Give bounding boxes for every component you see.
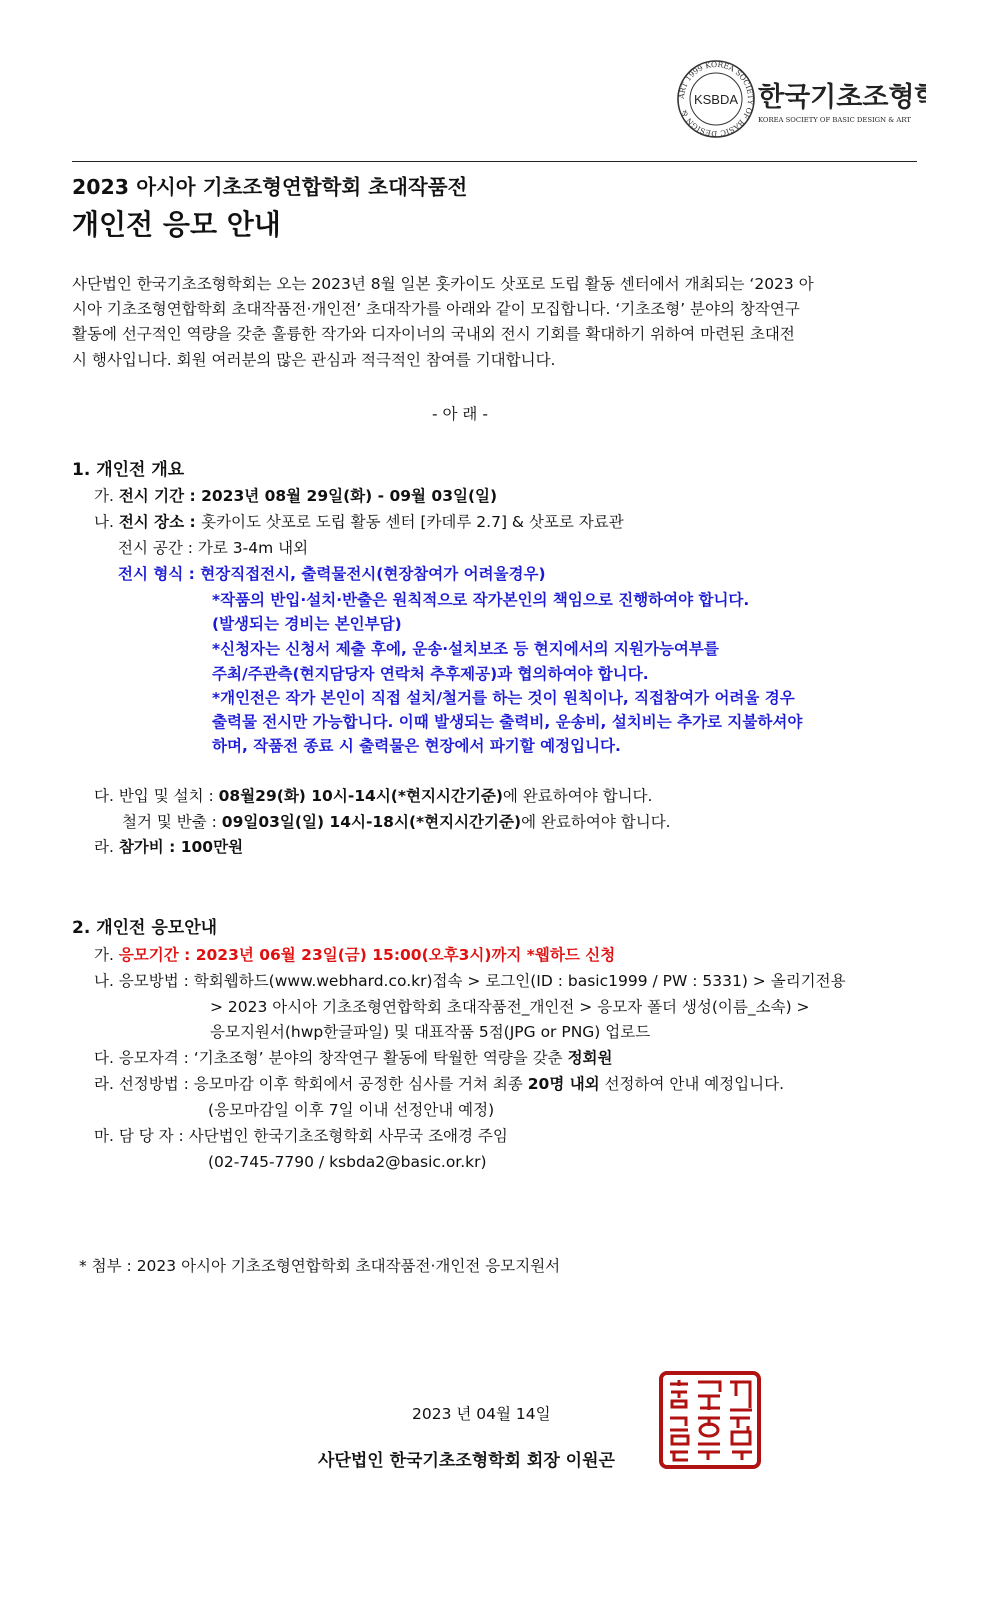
- install-schedule: 다. 반입 및 설치 : 08월29(화) 10시-14시(*현지시간기준)에 완료하여야 합니다.: [94, 787, 653, 805]
- selection-method: 라. 선정방법 : 응모마감 이후 학회에서 공정한 심사를 거쳐 최종 20명 내외 선정하여 안내 예정입니다.: [94, 1075, 785, 1093]
- document-title-line1: 2023 아시아 기초조형연합학회 초대작품전: [72, 175, 468, 199]
- intro-line: 사단법인 한국기초조형학회는 오는 2023년 8월 일본 홋카이도 삿포로 도립 활동 센터에서 개최되는 ‘2023 아: [72, 275, 814, 293]
- ksbda-emblem-icon: [676, 58, 926, 140]
- svg-text:ART 1999 KOREA SOCIETY OF BASI: ART 1999 KOREA SOCIETY OF BASIC DESIGN &: [676, 59, 756, 139]
- svg-text:한국기초조형학회: 한국기초조형: [758, 82, 915, 113]
- intro-line: 활동에 선구적인 역량을 갖춘 훌륭한 작가와 디자이너의 국내외 전시 기회를 확대하기 위하여 마련된 초대전: [72, 325, 795, 343]
- selection-note: (응모마감일 이후 7일 이내 선정안내 예정): [208, 1101, 495, 1119]
- intro-line: 시 행사입니다. 회원 여러분의 많은 관심과 적극적인 참여를 기대합니다.: [72, 351, 556, 369]
- eligibility: 다. 응모자격 : ‘기초조형’ 분야의 창작연구 활동에 탁월한 역량을 갖춘 정회원: [94, 1049, 613, 1067]
- svg-text:KSBDA: KSBDA: [693, 92, 739, 107]
- exhibition-period: 가. 전시 기간 : 2023년 08월 29일(화) - 09월 03일(일): [94, 487, 498, 505]
- format-note-line: (발생되는 경비는 본인부담): [212, 615, 402, 633]
- attachment-note: * 첨부 : 2023 아시아 기초조형연합학회 초대작품전·개인전 응모지원서: [79, 1257, 561, 1275]
- document-date: 2023 년 04월 14일: [412, 1405, 551, 1423]
- format-note-line: *신청자는 신청서 제출 후에, 운송·설치보조 등 현지에서의 지원가능여부를: [212, 640, 719, 658]
- exhibition-place: 나. 전시 장소 : 홋카이도 삿포로 도립 활동 센터 [카데루 2.7] & 삿포로 자료관: [94, 513, 624, 531]
- participation-fee: 라. 참가비 : 100만원: [94, 838, 244, 856]
- application-method-line: > 2023 아시아 기초조형연합학회 초대작품전_개인전 > 응모자 폴더 생성(이름_소속) >: [210, 998, 810, 1016]
- svg-text:한국기초조형학회: 한국기초조형학회: [710, 1467, 718, 1468]
- application-period: 가. 응모기간 : 2023년 06월 23일(금) 15:00(오후3시)까지 *웹하드 신청: [94, 946, 616, 964]
- format-note-line: *작품의 반입·설치·반출은 원칙적으로 작가본인의 책임으로 진행하여야 합니다.: [212, 591, 750, 609]
- notice-mark: - 아 래 -: [432, 405, 488, 423]
- application-method-line: 응모지원서(hwp한글파일) 및 대표작품 5점(JPG or PNG) 업로드: [210, 1023, 651, 1041]
- format-note-line: 출력물 전시만 가능합니다. 이때 발생되는 출력비, 운송비, 설치비는 추가로 지불하셔야: [212, 713, 803, 731]
- removal-schedule: 철거 및 반출 : 09일03일(일) 14시-18시(*현지시간기준)에 완료하여야 합니다.: [122, 813, 671, 831]
- section2-heading: 2. 개인전 응모안내: [72, 918, 218, 938]
- exhibition-space: 전시 공간 : 가로 3-4m 내외: [118, 539, 309, 557]
- header-divider: [72, 161, 917, 162]
- application-method: 나. 응모방법 : 학회웹하드(www.webhard.co.kr)접속 > 로그인(ID : basic1999 / PW : 5331) > 올리기전용: [94, 972, 846, 990]
- official-seal-icon: [658, 1370, 762, 1470]
- format-note-line: 주최/주관측(현지담당자 연락처 추후제공)과 협의하여야 합니다.: [212, 665, 649, 683]
- format-note-line: *개인전은 작가 본인이 직접 설치/철거를 하는 것이 원칙이나, 직접참여가 어려울 경우: [212, 689, 795, 707]
- intro-line: 시아 기초조형연합학회 초대작품전·개인전’ 초대작가를 아래와 같이 모집합니다. ‘기초조형’ 분야의 창작연구: [72, 300, 800, 318]
- exhibition-format: 전시 형식 : 현장직접전시, 출력물전시(현장참여가 어려울경우): [118, 565, 546, 583]
- document-title-line2: 개인전 응모 안내: [72, 208, 281, 241]
- svg-text:KOREA SOCIETY OF BASIC DESIGN: KOREA SOCIETY OF BASIC DESIGN & ART: [758, 116, 911, 124]
- contact-detail: (02-745-7790 / ksbda2@basic.or.kr): [208, 1153, 487, 1171]
- contact-person: 마. 담 당 자 : 사단법인 한국기초조형학회 사무국 조애경 주임: [94, 1127, 508, 1145]
- signature: 사단법인 한국기초조형학회 회장 이원곤: [318, 1451, 615, 1471]
- section1-heading: 1. 개인전 개요: [72, 460, 185, 480]
- format-note-line: 하며, 작품전 종료 시 출력물은 현장에서 파기할 예정입니다.: [212, 737, 621, 755]
- society-logo: [676, 58, 926, 144]
